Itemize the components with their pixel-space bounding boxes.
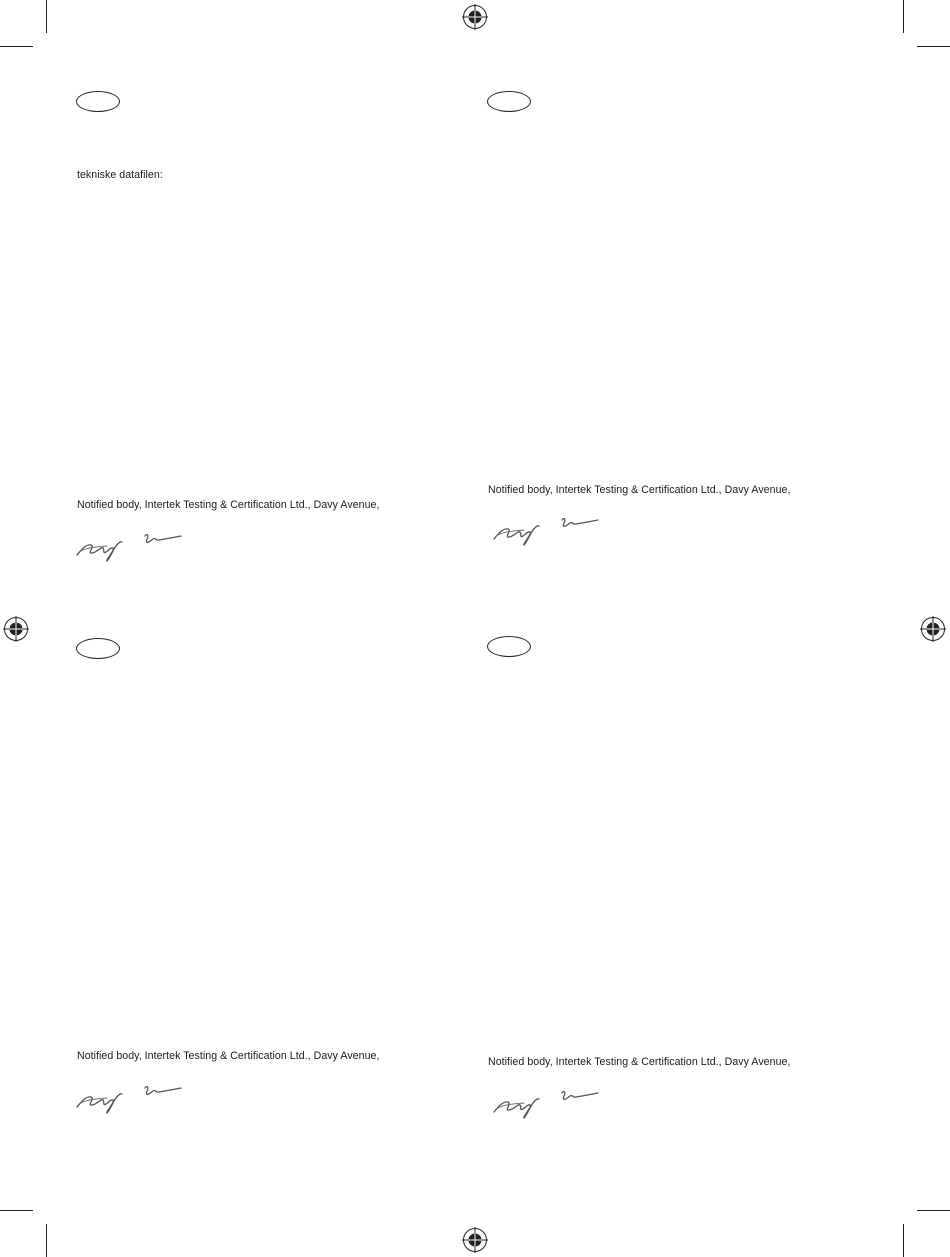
language-badge (487, 636, 531, 657)
registration-mark-icon (3, 616, 29, 642)
crop-mark-top-left-h (0, 46, 33, 47)
crop-mark-bottom-right-v (903, 1224, 904, 1257)
language-badge (76, 91, 120, 112)
language-badge (76, 638, 120, 659)
crop-mark-bottom-right-h (917, 1210, 950, 1211)
notified-body-text: Notified body, Intertek Testing & Certification Ltd., Davy Avenue, (488, 484, 791, 496)
language-badge (487, 91, 531, 112)
signature-icon (73, 526, 193, 566)
crop-mark-bottom-left-v (46, 1224, 47, 1257)
registration-mark-icon (462, 4, 488, 30)
crop-mark-top-left-v (46, 0, 47, 33)
signature-icon (73, 1078, 193, 1118)
notified-body-text: Notified body, Intertek Testing & Certification Ltd., Davy Avenue, (488, 1056, 791, 1068)
notified-body-text: Notified body, Intertek Testing & Certification Ltd., Davy Avenue, (77, 499, 380, 511)
intro-text: tekniske datafilen: (77, 169, 163, 181)
registration-mark-icon (920, 616, 946, 642)
registration-mark-icon (462, 1227, 488, 1253)
crop-mark-bottom-left-h (0, 1210, 33, 1211)
notified-body-text: Notified body, Intertek Testing & Certification Ltd., Davy Avenue, (77, 1050, 380, 1062)
crop-mark-top-right-h (917, 46, 950, 47)
crop-mark-top-right-v (903, 0, 904, 33)
signature-icon (490, 510, 610, 550)
signature-icon (490, 1083, 610, 1123)
